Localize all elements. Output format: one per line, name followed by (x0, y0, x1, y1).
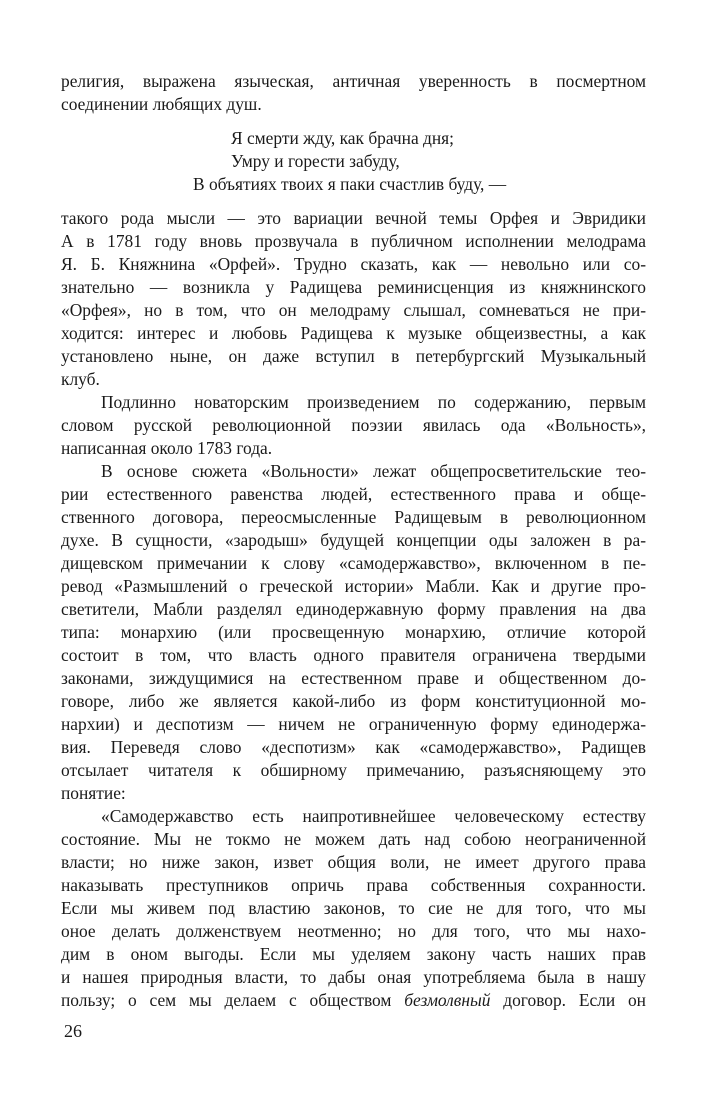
page-number: 26 (64, 1021, 82, 1041)
text-line: установлено ныне, он даже вступил в петербургский Музыкальный (61, 346, 646, 366)
text-line: Подлинно новаторским произведением по содержанию, первым (101, 392, 646, 412)
text-line: рии естественного равенства людей, естественного права и обще- (61, 484, 646, 504)
quote-line: дим в оном выгоды. Если мы уделяем закону часть наших прав (61, 944, 646, 964)
text-line: состоит в том, что власть одного правителя ограничена твердыми (61, 645, 646, 665)
quote-line: наказывать преступников опричь права собственныя сохранности. (61, 875, 646, 895)
text-line: религия, выражена языческая, античная уверенность в посмертном (61, 71, 646, 91)
text-line: дищевском примечании к слову «самодержавство», включенном в пе- (61, 553, 646, 573)
text-line: словом русской революционной поэзии явилась ода «Вольность», (61, 415, 646, 435)
verse-line: Я смерти жду, как брачна дня; (231, 128, 454, 148)
quote-line (61, 989, 646, 1011)
text-line: знательно — возникла у Радищева реминисценция из княжнинского (61, 277, 646, 297)
text-line: отсылает читателя к обширному примечанию, разъясняющему это (61, 760, 646, 780)
quote-line: оное делать долженствуем неотменно; но для того, что мы нахо- (61, 921, 646, 941)
quote-line: и нашея природныя власти, то дабы оная употребляема была в нашу (61, 967, 646, 987)
quote-text: пользу; о сем мы делаем с обществом (61, 990, 392, 1010)
quote-line: состояние. Мы не токмо не можем дать над собою неограниченной (61, 829, 646, 849)
text-line: ходится: интерес и любовь Радищева к музыке общеизвестны, а как (61, 323, 646, 343)
verse-line: Умру и горести забуду, (231, 151, 400, 171)
quote-line: Если мы живем под властию законов, то сие не для того, что мы (61, 898, 646, 918)
text-line: клуб. (61, 369, 100, 389)
text-line: законами, зиждущимися на естественном праве и общественном до- (61, 668, 646, 688)
text-line: понятие: (61, 783, 126, 803)
text-line: ственного договора, переосмысленные Радищевым в революционном (61, 507, 646, 527)
text-line: В основе сюжета «Вольности» лежат общепросветительские тео- (101, 461, 646, 481)
quote-text: договор. Если он (503, 990, 646, 1010)
text-line: ревод «Размышлений о греческой истории» Мабли. Как и другие про- (61, 576, 646, 596)
text-line: светители, Мабли разделял единодержавную форму правления на два (61, 599, 646, 619)
text-line: написанная около 1783 года. (61, 438, 273, 458)
quote-line: «Самодержавство есть наипротивнейшее человеческому естеству (101, 806, 646, 826)
text-line: соединении любящих душ. (61, 94, 262, 114)
italic-term: безмолвный (404, 990, 491, 1010)
text-line: говоре, либо же является какой-либо из форм конституционной мо- (61, 691, 646, 711)
text-line: нархии) и деспотизм — ничем не ограниченную форму единодержа- (61, 714, 646, 734)
text-line: «Орфея», но в том, что он мелодраму слышал, сомневаться не при- (61, 300, 646, 320)
quote-line: власти; но ниже закон, извет общия воли, не имеет другого права (61, 852, 646, 872)
text-line: типа: монархию (или просвещенную монархию, отличие которой (61, 622, 646, 642)
text-line: А в 1781 году вновь прозвучала в публичном исполнении мелодрама (61, 231, 646, 251)
text-line: Я. Б. Княжнина «Орфей». Трудно сказать, как — невольно или со- (61, 254, 646, 274)
text-line: такого рода мысли — это вариации вечной темы Орфея и Эвридики (61, 208, 646, 228)
verse-line: В объятиях твоих я паки счастлив буду, — (193, 174, 507, 194)
text-line: вия. Переведя слово «деспотизм» как «самодержавство», Радищев (61, 737, 646, 757)
text-line: духе. В сущности, «зародыш» будущей концепции оды заложен в ра- (61, 530, 646, 550)
